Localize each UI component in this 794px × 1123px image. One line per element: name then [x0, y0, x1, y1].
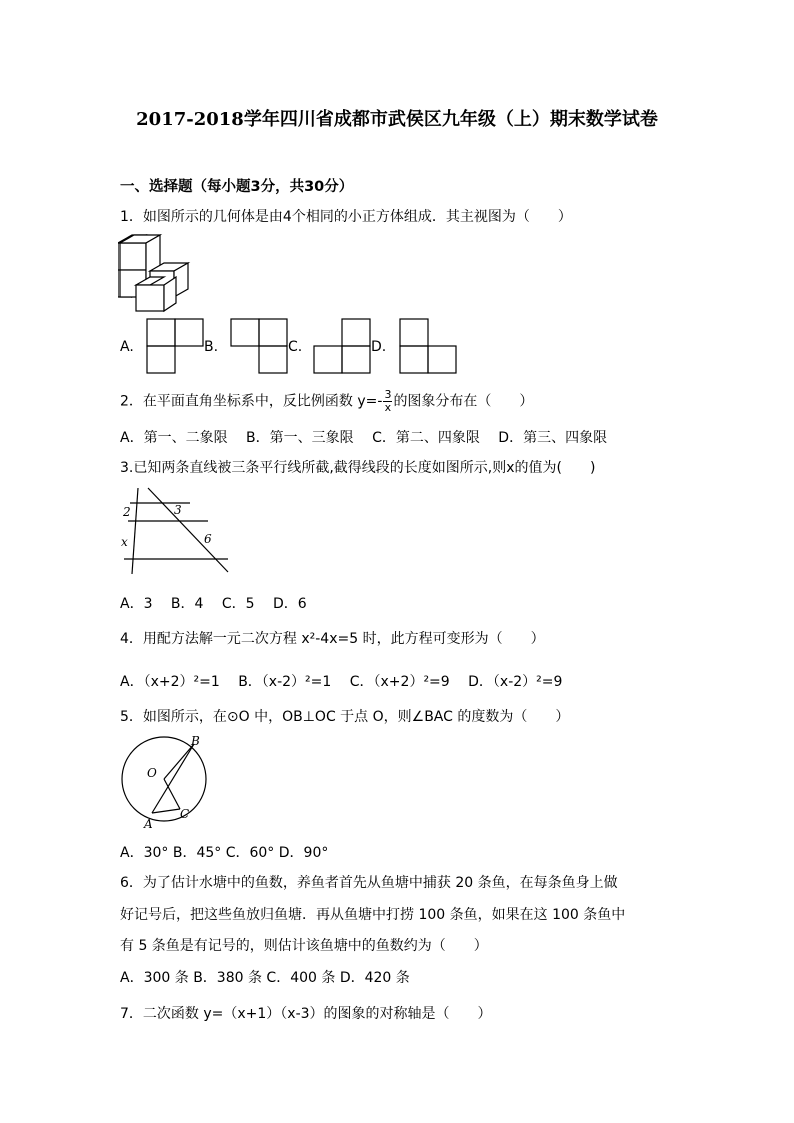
q1-option-d-label: D.	[371, 339, 387, 355]
question-6-line-1: 6．为了估计水塘中的鱼数，养鱼者首先从鱼塘中捕获 20 条鱼，在每条鱼身上做	[120, 875, 618, 891]
question-7-text: 7．二次函数 y=（x+1）（x-3）的图象的对称轴是（ ）	[120, 1006, 492, 1022]
question-5-text: 5．如图所示，在⊙O 中，OB⊥OC 于点 O，则∠BAC 的度数为（ ）	[120, 709, 570, 725]
q1-cubes-figure	[118, 233, 192, 313]
q1-option-d-figure	[399, 318, 457, 374]
question-6-line-3: 有 5 条鱼是有记号的，则估计该鱼塘中的鱼数约为（ ）	[120, 938, 488, 954]
question-3-text: 3.已知两条直线被三条平行线所截,截得线段的长度如图所示,则x的值为( )	[120, 460, 596, 476]
q5-circle-figure	[116, 733, 212, 831]
question-1-text: 1．如图所示的几何体是由4个相同的小正方体组成．其主视图为（ ）	[120, 209, 572, 225]
q5-label-b: B	[191, 734, 200, 748]
q1-option-a-label: A.	[120, 339, 134, 355]
q2-text-post: 的图象分布在（ ）	[393, 393, 534, 410]
question-4-text: 4．用配方法解一元二次方程 x²-4x=5 时，此方程可变形为（ ）	[120, 631, 545, 647]
q2-fraction-denominator: x	[384, 401, 392, 414]
q3-parallel-lines-figure	[116, 486, 232, 578]
q1-option-b-figure	[230, 318, 288, 374]
question-3-options: A．3 B．4 C．5 D．6	[120, 596, 307, 612]
question-4-options: A．（x+2）²=1 B．（x-2）²=1 C．（x+2）²=9 D．（x-2）²=9	[120, 674, 563, 690]
q3-label-x: x	[121, 535, 128, 549]
q3-label-6: 6	[204, 532, 212, 546]
q5-label-o: O	[147, 766, 157, 780]
page-title: 2017-2018学年四川省成都市武侯区九年级（上）期末数学试卷	[136, 109, 658, 130]
q2-text-pre: 2．在平面直角坐标系中，反比例函数 y=-	[120, 393, 383, 410]
q1-option-a-figure	[146, 318, 204, 374]
q1-option-c-label: C.	[288, 339, 303, 355]
q2-fraction-numerator: 3	[384, 388, 392, 401]
q5-label-a: A	[144, 817, 153, 831]
question-5-options: A．30° B．45° C．60° D．90°	[120, 845, 329, 861]
q3-label-3: 3	[174, 503, 182, 517]
q2-fraction	[383, 389, 392, 414]
question-2-options: A．第一、二象限 B．第一、三象限 C．第二、四象限 D．第三、四象限	[120, 430, 608, 446]
question-6-line-2: 好记号后，把这些鱼放归鱼塘．再从鱼塘中打捞 100 条鱼，如果在这 100 条鱼中	[120, 907, 626, 923]
section-heading: 一、选择题（每小题3分，共30分）	[120, 179, 354, 195]
question-2-text	[120, 389, 533, 414]
question-6-options: A．300 条 B．380 条 C．400 条 D．420 条	[120, 970, 410, 986]
q1-option-b-label: B.	[204, 339, 219, 355]
q3-label-2: 2	[123, 505, 131, 519]
q1-option-c-figure	[313, 318, 371, 374]
q5-label-c: C	[180, 807, 190, 821]
